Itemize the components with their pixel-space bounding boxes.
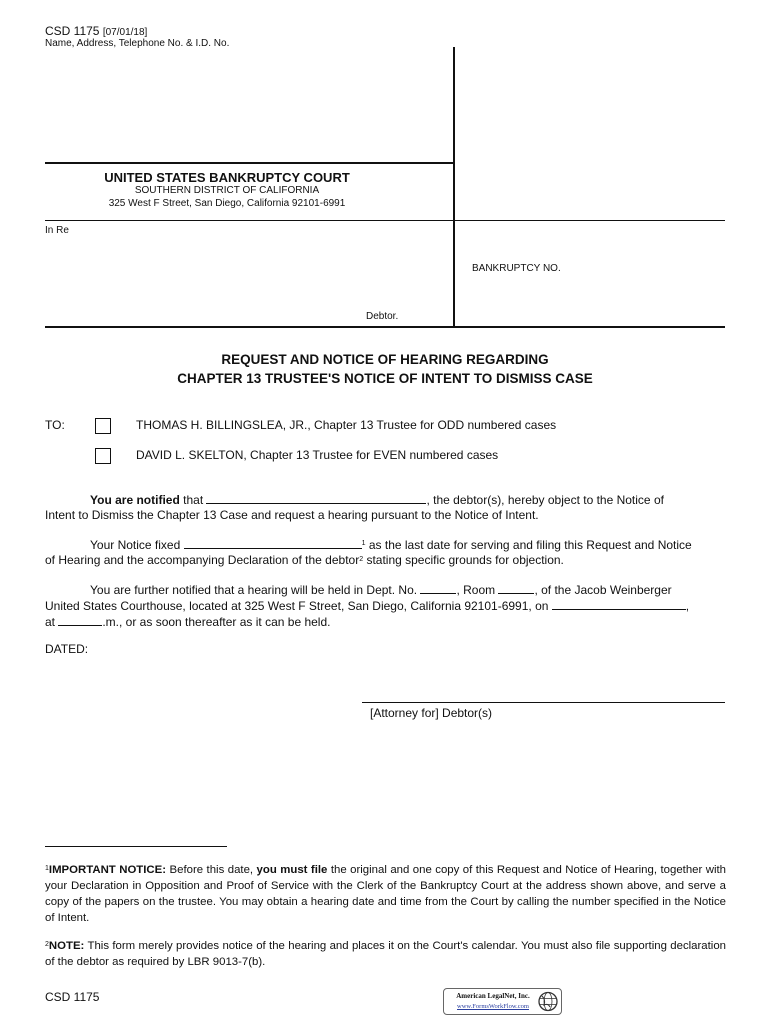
footnote-1: $^1$IMPORTANT NOTICE: Before this date, you must file the original and one copy of this Request and Notice of Hearing, together with your Declaration in Opposition and Proof of Service with the Clerk of the Bankruptcy Court at the address shown above, and serve a copy of the papers on the trustee. You may obtain a hearing date and time from the Court by calling the number specified in the Notice of Intent. [45, 864, 726, 924]
notice-date-blank[interactable] [184, 537, 362, 549]
trustee-odd-label: THOMAS H. BILLINGSLEA, JR., Chapter 13 Trustee for ODD numbered cases [136, 418, 557, 432]
bankruptcy-no-label: BANKRUPTCY NO. [472, 263, 561, 274]
footnote-2: $^2$NOTE: This form merely provides notice of the hearing and places it on the Court's calendar. You must also file supporting declaration of the debtor as required by LBR 9013-7(b). [45, 940, 726, 968]
court-district: SOUTHERN DISTRICT OF CALIFORNIA [134, 185, 320, 196]
trustee-odd-checkbox[interactable] [95, 418, 111, 434]
in-re-label: In Re [45, 225, 69, 236]
court-address: 325 West F Street, San Diego, California 92101-6991 [108, 198, 346, 209]
hearing-date-blank[interactable] [552, 598, 686, 610]
notice-paragraph-2: Your Notice fixed $^1$ as the last date for serving and filing this Request and Notice of Hearing and the accompanying Declaration of the debtor$^2$ stating specific grounds for objection. [45, 538, 692, 567]
form-title-line2: CHAPTER 13 TRUSTEE'S NOTICE OF INTENT TO DISMISS CASE [177, 371, 593, 386]
footer-form-id: CSD 1175 [45, 990, 100, 1004]
logo-url-link[interactable]: www.FormsWorkFlow.com [457, 1003, 529, 1010]
court-name: UNITED STATES BANKRUPTCY COURT [104, 170, 350, 185]
trustee-even-label: DAVID L. SKELTON, Chapter 13 Trustee for EVEN numbered cases [136, 448, 499, 462]
debtor-label: Debtor. [366, 311, 399, 322]
signature-line[interactable] [362, 702, 725, 703]
dept-no-blank[interactable] [420, 582, 456, 594]
notice-paragraph-3: You are further notified that a hearing will be held in Dept. No. , Room , of the Jacob Weinberger United States Courthouse, located at 325 West F Street, San Diego, California 92101-6991, on , at .m., or as soon thereafter as it can be held. [45, 583, 690, 629]
legalnet-logo: American LegalNet, Inc. www.FormsWorkFlow.com [443, 988, 562, 1015]
footnote-rule [45, 846, 227, 847]
trustee-even-checkbox[interactable] [95, 448, 111, 464]
dated-label: DATED: [45, 642, 89, 656]
signature-label: [Attorney for] Debtor(s) [370, 706, 493, 720]
to-label: TO: [45, 418, 65, 432]
form-date: [07/01/18] [102, 27, 148, 38]
court-top-rule [45, 162, 455, 164]
caption-divider [453, 47, 455, 328]
hearing-time-blank[interactable] [58, 614, 102, 626]
room-blank[interactable] [498, 582, 534, 594]
notice-paragraph-1: You are notified that , the debtor(s), hereby object to the Notice of Intent to Dismiss the Chapter 13 Case and request a hearing pursuant to the Notice of Intent. [45, 493, 664, 522]
court-bottom-rule [45, 220, 725, 221]
caption-bottom-rule [45, 326, 725, 328]
attorney-info-label: Name, Address, Telephone No. & I.D. No. [45, 38, 230, 49]
globe-icon [538, 991, 558, 1012]
form-title-line1: REQUEST AND NOTICE OF HEARING REGARDING [221, 352, 549, 367]
form-id: CSD 1175 [07/01/18] [45, 24, 148, 38]
debtor-name-blank[interactable] [206, 492, 426, 504]
